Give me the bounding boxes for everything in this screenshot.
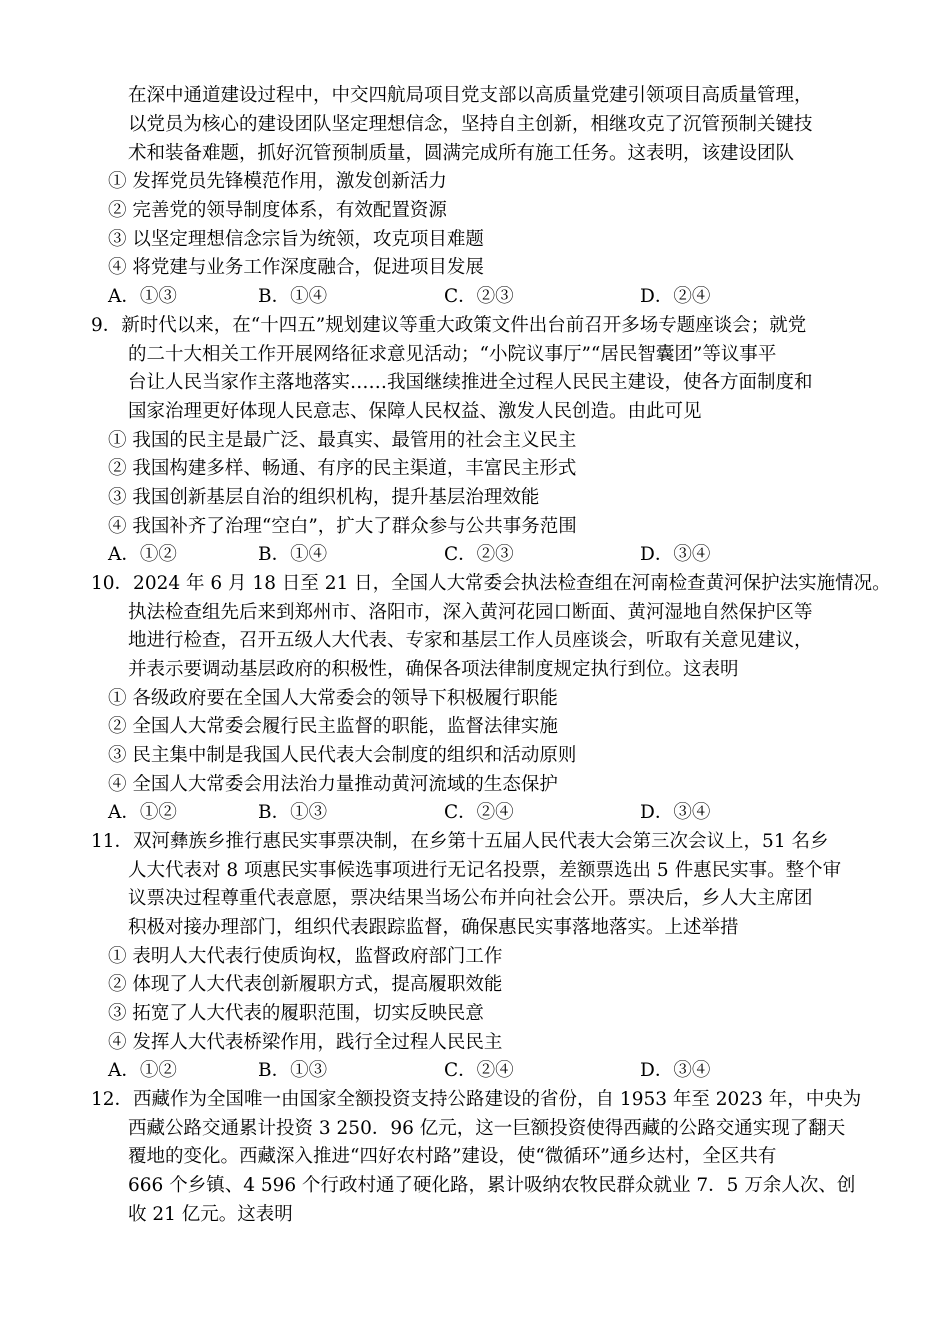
q9-stem-line-4: 国家治理更好体现人民意志、保障人民权益、激发人民创造。由此可见 <box>128 401 702 422</box>
q10-stem-text-1: 2024 年 6 月 18 日至 21 日，全国人大常委会执法检查组在河南检查黄河保护法实施情况。 <box>133 573 891 594</box>
q9-item-2: ② 我国构建多样、畅通、有序的民主渠道，丰富民主形式 <box>108 458 577 479</box>
q9-stem-line-3: 台让人民当家作主落地落实……我国继续推进全过程人民民主建设，使各方面制度和 <box>128 372 813 393</box>
q12-stem-line-4: 666 个乡镇、4 596 个行政村通了硬化路，累计吸纳农牧民群众就业 7．5 万余人次、创 <box>128 1175 856 1196</box>
q10-option-a[interactable]: A．①② <box>108 802 177 823</box>
q10-stem-line-2: 执法检查组先后来到郑州市、洛阳市，深入黄河花园口断面、黄河湿地自然保护区等 <box>128 602 813 623</box>
q12-stem-line-5: 收 21 亿元。这表明 <box>128 1204 293 1225</box>
q10-options <box>108 799 868 828</box>
q9-option-c[interactable]: C．②③ <box>444 544 514 565</box>
q9-item-1: ① 我国的民主是最广泛、最真实、最管用的社会主义民主 <box>108 430 577 451</box>
q11-option-c[interactable]: C．②④ <box>444 1060 514 1081</box>
q11-item-4: ④ 发挥人大代表桥梁作用，践行全过程人民民主 <box>108 1032 503 1053</box>
q11-item-1: ① 表明人大代表行使质询权，监督政府部门工作 <box>108 946 503 967</box>
q12-stem-line-3: 覆地的变化。西藏深入推进“四好农村路”建设，使“微循环”通乡达村，全区共有 <box>128 1146 777 1167</box>
q8-option-a[interactable]: A．①③ <box>108 286 177 307</box>
q11-stem-line-2: 人大代表对 8 项惠民实事候选事项进行无记名投票，差额票选出 5 件惠民实事。整个审 <box>128 860 842 881</box>
q10-item-1: ① 各级政府要在全国人大常委会的领导下积极履行职能 <box>108 688 558 709</box>
q9-number: 9． <box>91 315 122 336</box>
q8-stem-line-3: 术和装备难题，抓好沉管预制质量，圆满完成所有施工任务。这表明，该建设团队 <box>128 143 795 164</box>
q10-option-c[interactable]: C．②④ <box>444 802 514 823</box>
q10-stem-line-3: 地进行检查，召开五级人大代表、专家和基层工作人员座谈会，听取有关意见建议， <box>128 630 813 651</box>
q9-options <box>108 541 868 570</box>
q9-option-a[interactable]: A．①② <box>108 544 177 565</box>
q11-number: 11． <box>91 831 134 852</box>
q10-item-3: ③ 民主集中制是我国人民代表大会制度的组织和活动原则 <box>108 745 577 766</box>
q10-item-4: ④ 全国人大常委会用法治力量推动黄河流域的生态保护 <box>108 774 558 795</box>
q12-stem-line-1 <box>91 1086 861 1115</box>
q10-option-b[interactable]: B．①③ <box>258 802 328 823</box>
q9-stem-line-1 <box>91 312 806 341</box>
q11-options <box>108 1057 868 1086</box>
q8-options <box>108 283 868 312</box>
q12-stem-text-1: 西藏作为全国唯一由国家全额投资支持公路建设的省份，自 1953 年至 2023 年，中央为 <box>133 1089 862 1110</box>
q8-stem-line-1: 在深中通道建设过程中，中交四航局项目党支部以高质量党建引领项目高质量管理， <box>128 85 813 106</box>
q8-item-4: ④ 将党建与业务工作深度融合，促进项目发展 <box>108 257 484 278</box>
q8-item-3: ③ 以坚定理想信念宗旨为统领，攻克项目难题 <box>108 229 484 250</box>
q11-option-b[interactable]: B．①③ <box>258 1060 328 1081</box>
q9-item-3: ③ 我国创新基层自治的组织机构，提升基层治理效能 <box>108 487 540 508</box>
q9-option-d[interactable]: D．③④ <box>640 544 711 565</box>
q9-item-4: ④ 我国补齐了治理“空白”，扩大了群众参与公共事务范围 <box>108 516 577 537</box>
q10-stem-line-1 <box>91 570 891 599</box>
q11-stem-line-3: 议票决过程尊重代表意愿，票决结果当场公布并向社会公开。票决后，乡人大主席团 <box>128 888 813 909</box>
q11-option-a[interactable]: A．①② <box>108 1060 177 1081</box>
q8-stem-line-2: 以党员为核心的建设团队坚定理想信念，坚持自主创新，相继攻克了沉管预制关键技 <box>128 114 813 135</box>
q8-item-2: ② 完善党的领导制度体系，有效配置资源 <box>108 200 447 221</box>
q8-option-d[interactable]: D．②④ <box>640 286 711 307</box>
q9-stem-line-2: 的二十大相关工作开展网络征求意见活动；“小院议事厅”“居民智囊团”等议事平 <box>128 344 777 365</box>
q11-stem-line-1 <box>91 828 828 857</box>
q12-number: 12． <box>91 1089 134 1110</box>
q11-item-3: ③ 拓宽了人大代表的履职范围，切实反映民意 <box>108 1003 484 1024</box>
q8-option-b[interactable]: B．①④ <box>258 286 328 307</box>
q10-stem-line-4: 并表示要调动基层政府的积极性，确保各项法律制度规定执行到位。这表明 <box>128 659 739 680</box>
q11-stem-text-1: 双河彝族乡推行惠民实事票决制，在乡第十五届人民代表大会第三次会议上，51 名乡 <box>133 831 829 852</box>
q9-option-b[interactable]: B．①④ <box>258 544 328 565</box>
q8-item-1: ① 发挥党员先锋模范作用，激发创新活力 <box>108 171 447 192</box>
q12-stem-line-2: 西藏公路交通累计投资 3 250．96 亿元，这一巨额投资使得西藏的公路交通实现了翻天 <box>128 1118 846 1139</box>
q11-option-d[interactable]: D．③④ <box>640 1060 711 1081</box>
q9-stem-text-1: 新时代以来，在“十四五”规划建议等重大政策文件出台前召开多场专题座谈会；就党 <box>121 315 807 336</box>
q10-number: 10． <box>91 573 134 594</box>
q11-stem-line-4: 积极对接办理部门，组织代表跟踪监督，确保惠民实事落地落实。上述举措 <box>128 917 739 938</box>
q10-item-2: ② 全国人大常委会履行民主监督的职能，监督法律实施 <box>108 716 558 737</box>
q11-item-2: ② 体现了人大代表创新履职方式，提高履职效能 <box>108 974 503 995</box>
q10-option-d[interactable]: D．③④ <box>640 802 711 823</box>
q8-option-c[interactable]: C．②③ <box>444 286 514 307</box>
